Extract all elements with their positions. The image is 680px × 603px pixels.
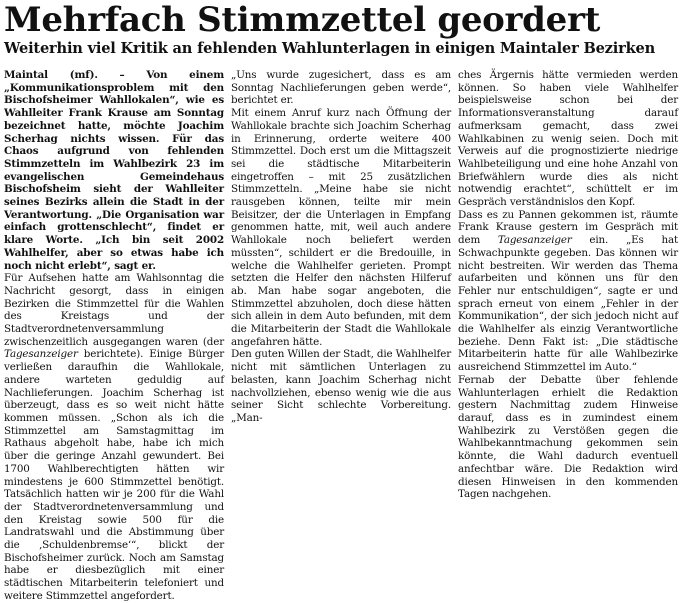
article-column-2	[231, 69, 451, 461]
paragraph	[458, 69, 678, 209]
article-column-1	[4, 69, 224, 602]
article-headline: Mehrfach Stimmzettel geordert	[4, 0, 600, 40]
paragraph	[231, 107, 451, 348]
article-subheadline: Weiterhin viel Kritik an fehlenden Wahlunterlagen in einigen Maintaler Bezirken	[4, 40, 656, 57]
text-run: Dass es zu Pannen gekommen ist, räumte Frank Krause gestern im Gespräch mit dem	[458, 208, 678, 247]
text-run: berichtete). Einige Bürger verließen daraufhin die Wahllokale, andere warteten geduldig auf Nachlieferungen. Joachim Scherhag ist überzeugt, dass es so weit nicht hätte kommen müssen. „Schon als ich die Stimmzettel am Samstagmittag im Rathaus abgeholt habe, habe ich mich über die geringe Anzahl gewundert. Bei 1700 Wahlberechtigten hätten wir mindestens je 600 Stimmzettel benötigt. Tatsächlich hatten wir je 200 für die Wahl der Stadtverordnetenversammlung und den Kreistag sowie 500 für die Landratswahl und die Abstimmung über die ‚Schuldenbremse‘“, blickt der Bischofsheimer zurück. Noch am Samstag habe er diesbezüglich mit einer städtischen Mitarbeiterin telefoniert und weitere Stimmzettel angefordert.	[4, 348, 224, 602]
paragraph	[458, 374, 678, 501]
article-column-3	[458, 69, 679, 501]
text-run: Mit einem Anruf kurz nach Öffnung der Wahllokale brachte sich Joachim Scherhag in Erinnerung, orderte weitere 400 Stimmzettel. Doch erst um die Mittagszeit sei die städtische Mitarbeiterin eingetroffen – mit 25 zusätzlichen Stimmzetteln. „Meine habe sie nicht rausgeben können, teilte mir mein Beisitzer, der die Unterlagen in Empfang genommen hatte, mit, weil auch andere Wahllokale noch beliefert werden müssten“, schildert er die Bredouille, in welche die Wahlhelfer gerieten. Prompt setzten die Helfer den nächsten Hilferuf ab. Man habe sogar angeboten, die Stimmzettel abzuholen, doch diese hätten sich allein in dem Auto befunden, mit dem die Mitarbeiterin der Stadt die Wahllokale angefahren hätte.	[231, 107, 451, 348]
paragraph	[231, 348, 451, 424]
paragraph	[231, 69, 451, 107]
newspaper-name: Tagesanzeiger	[4, 348, 78, 361]
lead-paragraph: Maintal (mf). – Von einem „Kommunikationsproblem mit den Bischofsheimer Wahllokalen“, wie es Wahlleiter Frank Krause am Sonntag bezeichnet hatte, möchte Joachim Scherhag nichts wissen. Für das Chaos aufgrund von fehlenden Stimmzetteln im Wahlbezirk 23 im evangelischen Gemeindehaus Bischofsheim sieht der Wahlleiter seines Bezirks allein die Stadt in der Verantwortung. „Die Organisation war einfach grottenschlecht“, findet er klare Worte. „Ich bin seit 2002 Wahlhelfer, aber so etwas habe ich noch nicht erlebt“, sagt er.	[4, 69, 224, 272]
text-run: Fernab der Debatte über fehlende Wahlunterlagen erhielt die Redaktion gestern Nachmittag zudem Hinweise darauf, dass es in zumindest einem Wahlbezirk zu Verstößen gegen die Wahlbekanntmachung gekommen sein könnte, die Wahl dadurch eventuell anfechtbar wäre. Die Redaktion wird diesen Hinweisen in den kommenden Tagen nachgehen.	[458, 373, 678, 501]
text-run: ches Ärgernis hätte vermieden werden können. So haben viele Wahlhelfer beispielsweise schon bei der Informationsveranstaltung darauf aufmerksam gemacht, dass zwei Wahlkabinen zu wenig seien. Doch mit Verweis auf die prognostizierte niedrige Wahlbeteiligung und eine hohe Anzahl von Briefwählern wurde dies als nicht notwendig erachtet“, schüttelt er im Gespräch verständnislos den Kopf.	[458, 69, 678, 209]
article-body	[4, 69, 679, 602]
text-run: ein. „Es hat Schwachpunkte gegeben. Das können wir nicht bestreiten. Wir werden das Thema aufarbeiten und können uns für den Fehler nur entschuldigen“, sagte er und sprach erneut von einem „Fehler in der Kommunikation“, der sich jedoch nicht auf die Wahlhelfer als einzig Verantwortliche beziehe. Denn Fakt ist: „Die städtische Mitarbeiterin hatte für alle Wahlbezirke ausreichend Stimmzettel im Auto.“	[458, 234, 679, 374]
newspaper-name: Tagesanzeiger	[497, 234, 572, 247]
paragraph	[458, 209, 678, 374]
paragraph	[4, 69, 224, 272]
text-run: „Uns wurde zugesichert, dass es am Sonntag Nachlieferungen geben werde“, berichtet er.	[231, 69, 451, 107]
text-run: Für Aufsehen hatte am Wahlsonntag die Nachricht gesorgt, dass in einigen Bezirken die Stimmzettel für die Wahlen des Kreistags und der Stadtverordnetenversammlung zwischenzeitlich ausgegangen waren (der	[4, 272, 224, 348]
paragraph	[4, 272, 224, 602]
text-run: Den guten Willen der Stadt, die Wahlhelfer nicht mit sämtlichen Unterlagen zu belasten, kann Joachim Scherhag nicht nachvollziehen, ebenso wenig wie die aus seiner Sicht schlechte Vorbereitung. „Man-	[231, 348, 451, 424]
